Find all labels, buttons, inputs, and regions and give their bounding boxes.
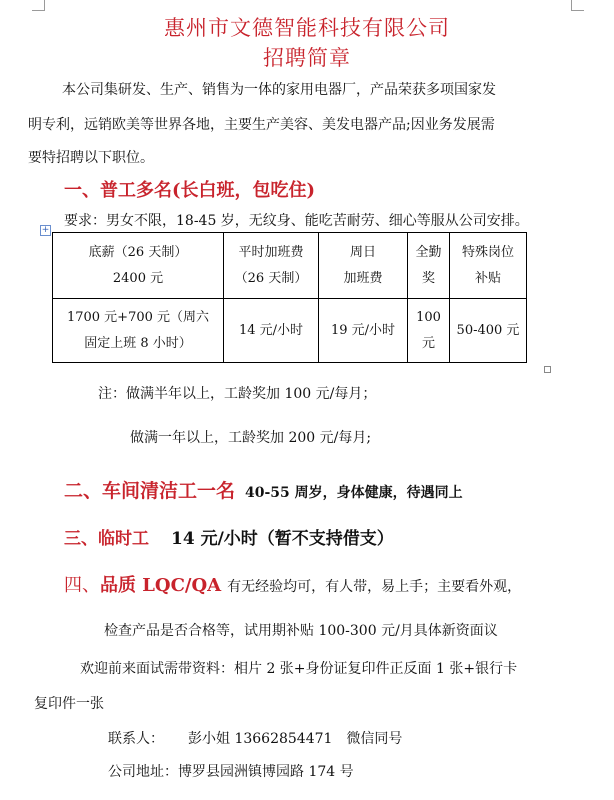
header-special-line1: 特殊岗位	[461, 244, 514, 260]
section-4-title: 品质 LQC/QA	[100, 575, 222, 596]
section-3-heading	[64, 524, 394, 549]
welcome-line-1: 欢迎前来面试需带资料：相片 2 张+身份证复印件正反面 1 张+银行卡	[80, 661, 518, 677]
section-3-title: 三、临时工	[64, 529, 149, 549]
section-4-detail: 有无经验均可，有人带，易上手；主要看外观，	[227, 579, 522, 595]
header-special-allowance	[450, 233, 527, 299]
salary-table	[52, 232, 527, 363]
section-4-number: 四、	[64, 575, 100, 596]
header-sunday-overtime	[319, 233, 408, 299]
header-sunday-line1: 周日	[349, 244, 376, 260]
page-corner-mark-left	[32, 0, 45, 11]
header-attendance-line2: 奖	[421, 270, 435, 286]
intro-line-3: 要特招聘以下职位。	[28, 150, 154, 166]
contact-line	[108, 729, 402, 749]
intro-line-1: 本公司集研发、生产、销售为一体的家用电器厂，产品荣获多项国家发	[62, 82, 496, 98]
cell-overtime: 14 元/小时	[224, 299, 319, 363]
table-resize-handle[interactable]	[544, 366, 551, 373]
header-attendance-line1: 全勤	[415, 244, 442, 260]
company-address: 公司地址：博罗县园洲镇博园路 174 号	[108, 764, 354, 780]
section-1-requirement: 要求：男女不限，18-45 岁，无纹身、能吃苦耐劳、细心等服从公司安排。	[64, 213, 529, 229]
cell-sunday-overtime: 19 元/小时	[319, 299, 408, 363]
section-1-heading: 一、普工多名(长白班，包吃住)	[64, 180, 316, 201]
contact-name-phone: 彭小姐 13662854471	[188, 731, 333, 747]
cell-base-salary-line2: 固定上班 8 小时）	[84, 335, 192, 351]
cell-base-salary	[53, 299, 224, 363]
section-4-detail-2: 检查产品是否合格等，试用期补贴 100-300 元/月具体新资面议	[104, 623, 498, 639]
header-attendance-bonus	[408, 233, 450, 299]
header-base-salary-line2: 2400 元	[112, 270, 164, 286]
header-overtime-line1: 平时加班费	[238, 244, 304, 260]
header-sunday-line2: 加班费	[343, 270, 383, 286]
header-base-salary	[53, 233, 224, 299]
header-base-salary-line1: 底薪（26 天制）	[88, 244, 188, 260]
header-overtime	[224, 233, 319, 299]
welcome-line-2: 复印件一张	[34, 696, 104, 712]
cell-base-salary-line1: 1700 元+700 元（周六	[66, 309, 210, 325]
cell-special-allowance: 50-400 元	[450, 299, 527, 363]
note-half-year: 注：做满半年以上，工龄奖加 100 元/每月；	[98, 386, 377, 402]
table-row	[53, 299, 527, 363]
table-header-row	[53, 233, 527, 299]
table-move-handle-icon[interactable]: +	[41, 225, 50, 235]
section-3-detail: 14 元/小时（暂不支持借支）	[171, 529, 394, 549]
cell-attendance-bonus: 100 元	[408, 299, 450, 363]
page-corner-mark-right	[571, 0, 584, 11]
section-2-title: 二、车间清洁工一名	[64, 480, 236, 502]
header-overtime-line2: （26 天制）	[234, 270, 308, 286]
header-special-line2: 补贴	[474, 270, 501, 286]
section-2-detail: 40-55 周岁，身体健康，待遇同上	[245, 485, 463, 501]
contact-wechat: 微信同号	[346, 731, 403, 747]
section-2-heading	[64, 476, 463, 503]
company-title: 惠州市文德智能科技有限公司	[164, 16, 450, 40]
document-subtitle: 招聘简章	[263, 46, 351, 70]
intro-line-2: 明专利，远销欧美等世界各地，主要生产美容、美发电器产品;因业务发展需	[28, 117, 495, 133]
note-one-year: 做满一年以上，工龄奖加 200 元/每月;	[130, 430, 372, 446]
contact-label: 联系人：	[108, 731, 164, 747]
section-4-heading	[64, 571, 521, 597]
